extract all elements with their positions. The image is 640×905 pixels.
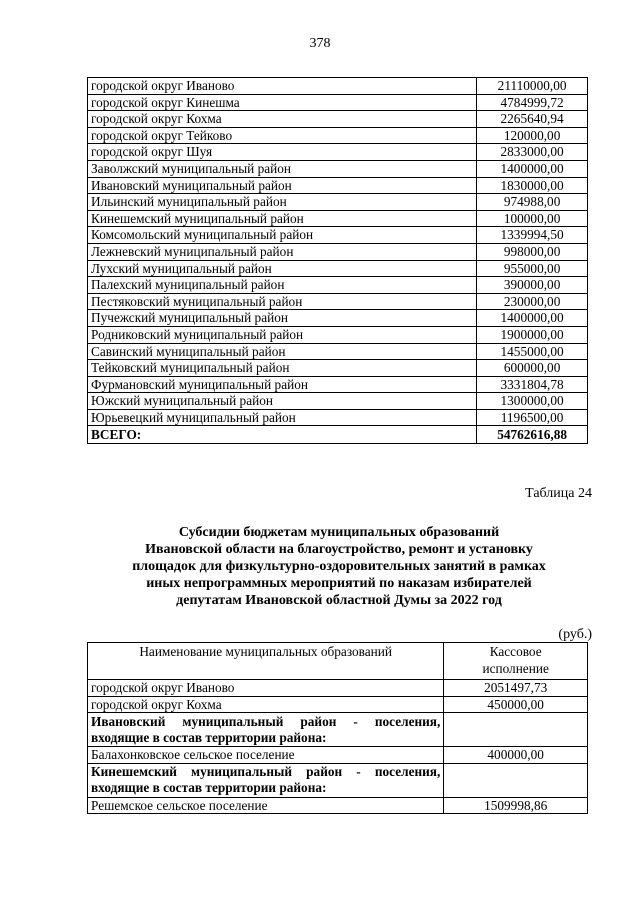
table-row — [88, 144, 588, 161]
title-line: площадок для физкультурно-оздоровительных занятий в рамках — [132, 559, 546, 574]
row-name: Ивановский муниципальный район — [88, 177, 477, 194]
row-name: Южский муниципальный район — [88, 393, 477, 410]
row-name: Заволжский муниципальный район — [88, 160, 477, 177]
group-name: Ивановский муниципальный район - поселения, входящие в состав территории района: — [88, 713, 444, 747]
row-amount: 3331804,78 — [477, 376, 588, 393]
row-amount: 1455000,00 — [477, 343, 588, 360]
row-amount: 955000,00 — [477, 260, 588, 277]
row-name: Комсомольский муниципальный район — [88, 227, 477, 244]
row-name: Лухский муниципальный район — [88, 260, 477, 277]
table-row — [88, 680, 588, 697]
row-amount: 4784999,72 — [477, 94, 588, 111]
table-title — [92, 524, 586, 609]
table-row — [88, 194, 588, 211]
header-amount-line: Кассовое — [489, 644, 542, 659]
row-amount: 1400000,00 — [477, 160, 588, 177]
row-name: Кинешемский муниципальный район — [88, 210, 477, 227]
table-row — [88, 160, 588, 177]
table-label: Таблица 24 — [525, 486, 592, 501]
row-amount: 450000,00 — [444, 696, 588, 713]
row-name: Фурмановский муниципальный район — [88, 376, 477, 393]
total-row — [88, 426, 588, 444]
table-row — [88, 293, 588, 310]
row-amount: 1339994,50 — [477, 227, 588, 244]
title-line: Субсидии бюджетам муниципальных образований — [178, 525, 500, 540]
row-amount: 1400000,00 — [477, 310, 588, 327]
row-name: городской округ Кохма — [88, 111, 477, 128]
header-amount-line: исполнение — [482, 661, 549, 676]
row-amount: 120000,00 — [477, 127, 588, 144]
table-row — [88, 111, 588, 128]
row-name: городской округ Иваново — [88, 78, 477, 95]
header-amount — [444, 643, 588, 680]
row-amount — [444, 763, 588, 797]
units-label: (руб.) — [558, 627, 592, 642]
row-amount — [444, 713, 588, 747]
table-row — [88, 227, 588, 244]
group-name: Кинешемский муниципальный район - поселения, входящие в состав территории района: — [88, 763, 444, 797]
row-name: городской округ Кохма — [88, 696, 444, 713]
group-header-row — [88, 713, 588, 747]
row-name: Пестяковский муниципальный район — [88, 293, 477, 310]
table-row — [88, 94, 588, 111]
table-row — [88, 393, 588, 410]
row-name: Лежневский муниципальный район — [88, 243, 477, 260]
row-name: Решемское сельское поселение — [88, 797, 444, 814]
title-line: Ивановской области на благоустройство, ремонт и установку — [145, 542, 533, 557]
row-name: Балахонковское сельское поселение — [88, 747, 444, 764]
table-row — [88, 243, 588, 260]
table-row — [88, 376, 588, 393]
row-amount: 1830000,00 — [477, 177, 588, 194]
row-amount: 974988,00 — [477, 194, 588, 211]
group-header-row — [88, 763, 588, 797]
row-name: Пучежский муниципальный район — [88, 310, 477, 327]
title-line: депутатам Ивановской областной Думы за 2022 год — [176, 593, 502, 608]
table-row — [88, 409, 588, 426]
row-amount: 1196500,00 — [477, 409, 588, 426]
row-name: городской округ Кинешма — [88, 94, 477, 111]
row-name: городской округ Иваново — [88, 680, 444, 697]
row-name: Юрьевецкий муниципальный район — [88, 409, 477, 426]
total-amount: 54762616,88 — [477, 426, 588, 444]
row-amount: 400000,00 — [444, 747, 588, 764]
row-amount: 21110000,00 — [477, 78, 588, 95]
row-amount: 100000,00 — [477, 210, 588, 227]
table-row — [88, 310, 588, 327]
row-amount: 600000,00 — [477, 360, 588, 377]
table-row — [88, 78, 588, 95]
page-number: 378 — [309, 36, 331, 51]
row-name: Родниковский муниципальный район — [88, 326, 477, 343]
row-amount: 2833000,00 — [477, 144, 588, 161]
subsidies-table — [87, 642, 588, 814]
table-row — [88, 747, 588, 764]
table-row — [88, 210, 588, 227]
table-row — [88, 177, 588, 194]
row-name: городской округ Шуя — [88, 144, 477, 161]
total-label: ВСЕГО: — [88, 426, 477, 444]
header-name: Наименование муниципальных образований — [88, 643, 444, 680]
row-amount: 1300000,00 — [477, 393, 588, 410]
table-row — [88, 343, 588, 360]
table-row — [88, 696, 588, 713]
row-amount: 390000,00 — [477, 277, 588, 294]
table-row — [88, 360, 588, 377]
row-name: Палехский муниципальный район — [88, 277, 477, 294]
row-amount: 2265640,94 — [477, 111, 588, 128]
table-row — [88, 260, 588, 277]
row-amount: 998000,00 — [477, 243, 588, 260]
row-amount: 230000,00 — [477, 293, 588, 310]
title-line: иных непрограммных мероприятий по наказам избирателей — [146, 576, 532, 591]
municipal-totals-table — [87, 77, 588, 444]
row-name: Савинский муниципальный район — [88, 343, 477, 360]
row-amount: 1509998,86 — [444, 797, 588, 814]
row-amount: 2051497,73 — [444, 680, 588, 697]
table-row — [88, 797, 588, 814]
row-name: городской округ Тейково — [88, 127, 477, 144]
row-amount: 1900000,00 — [477, 326, 588, 343]
table-row — [88, 277, 588, 294]
table-row — [88, 326, 588, 343]
row-name: Тейковский муниципальный район — [88, 360, 477, 377]
row-name: Ильинский муниципальный район — [88, 194, 477, 211]
table-row — [88, 127, 588, 144]
header-row — [88, 643, 588, 680]
